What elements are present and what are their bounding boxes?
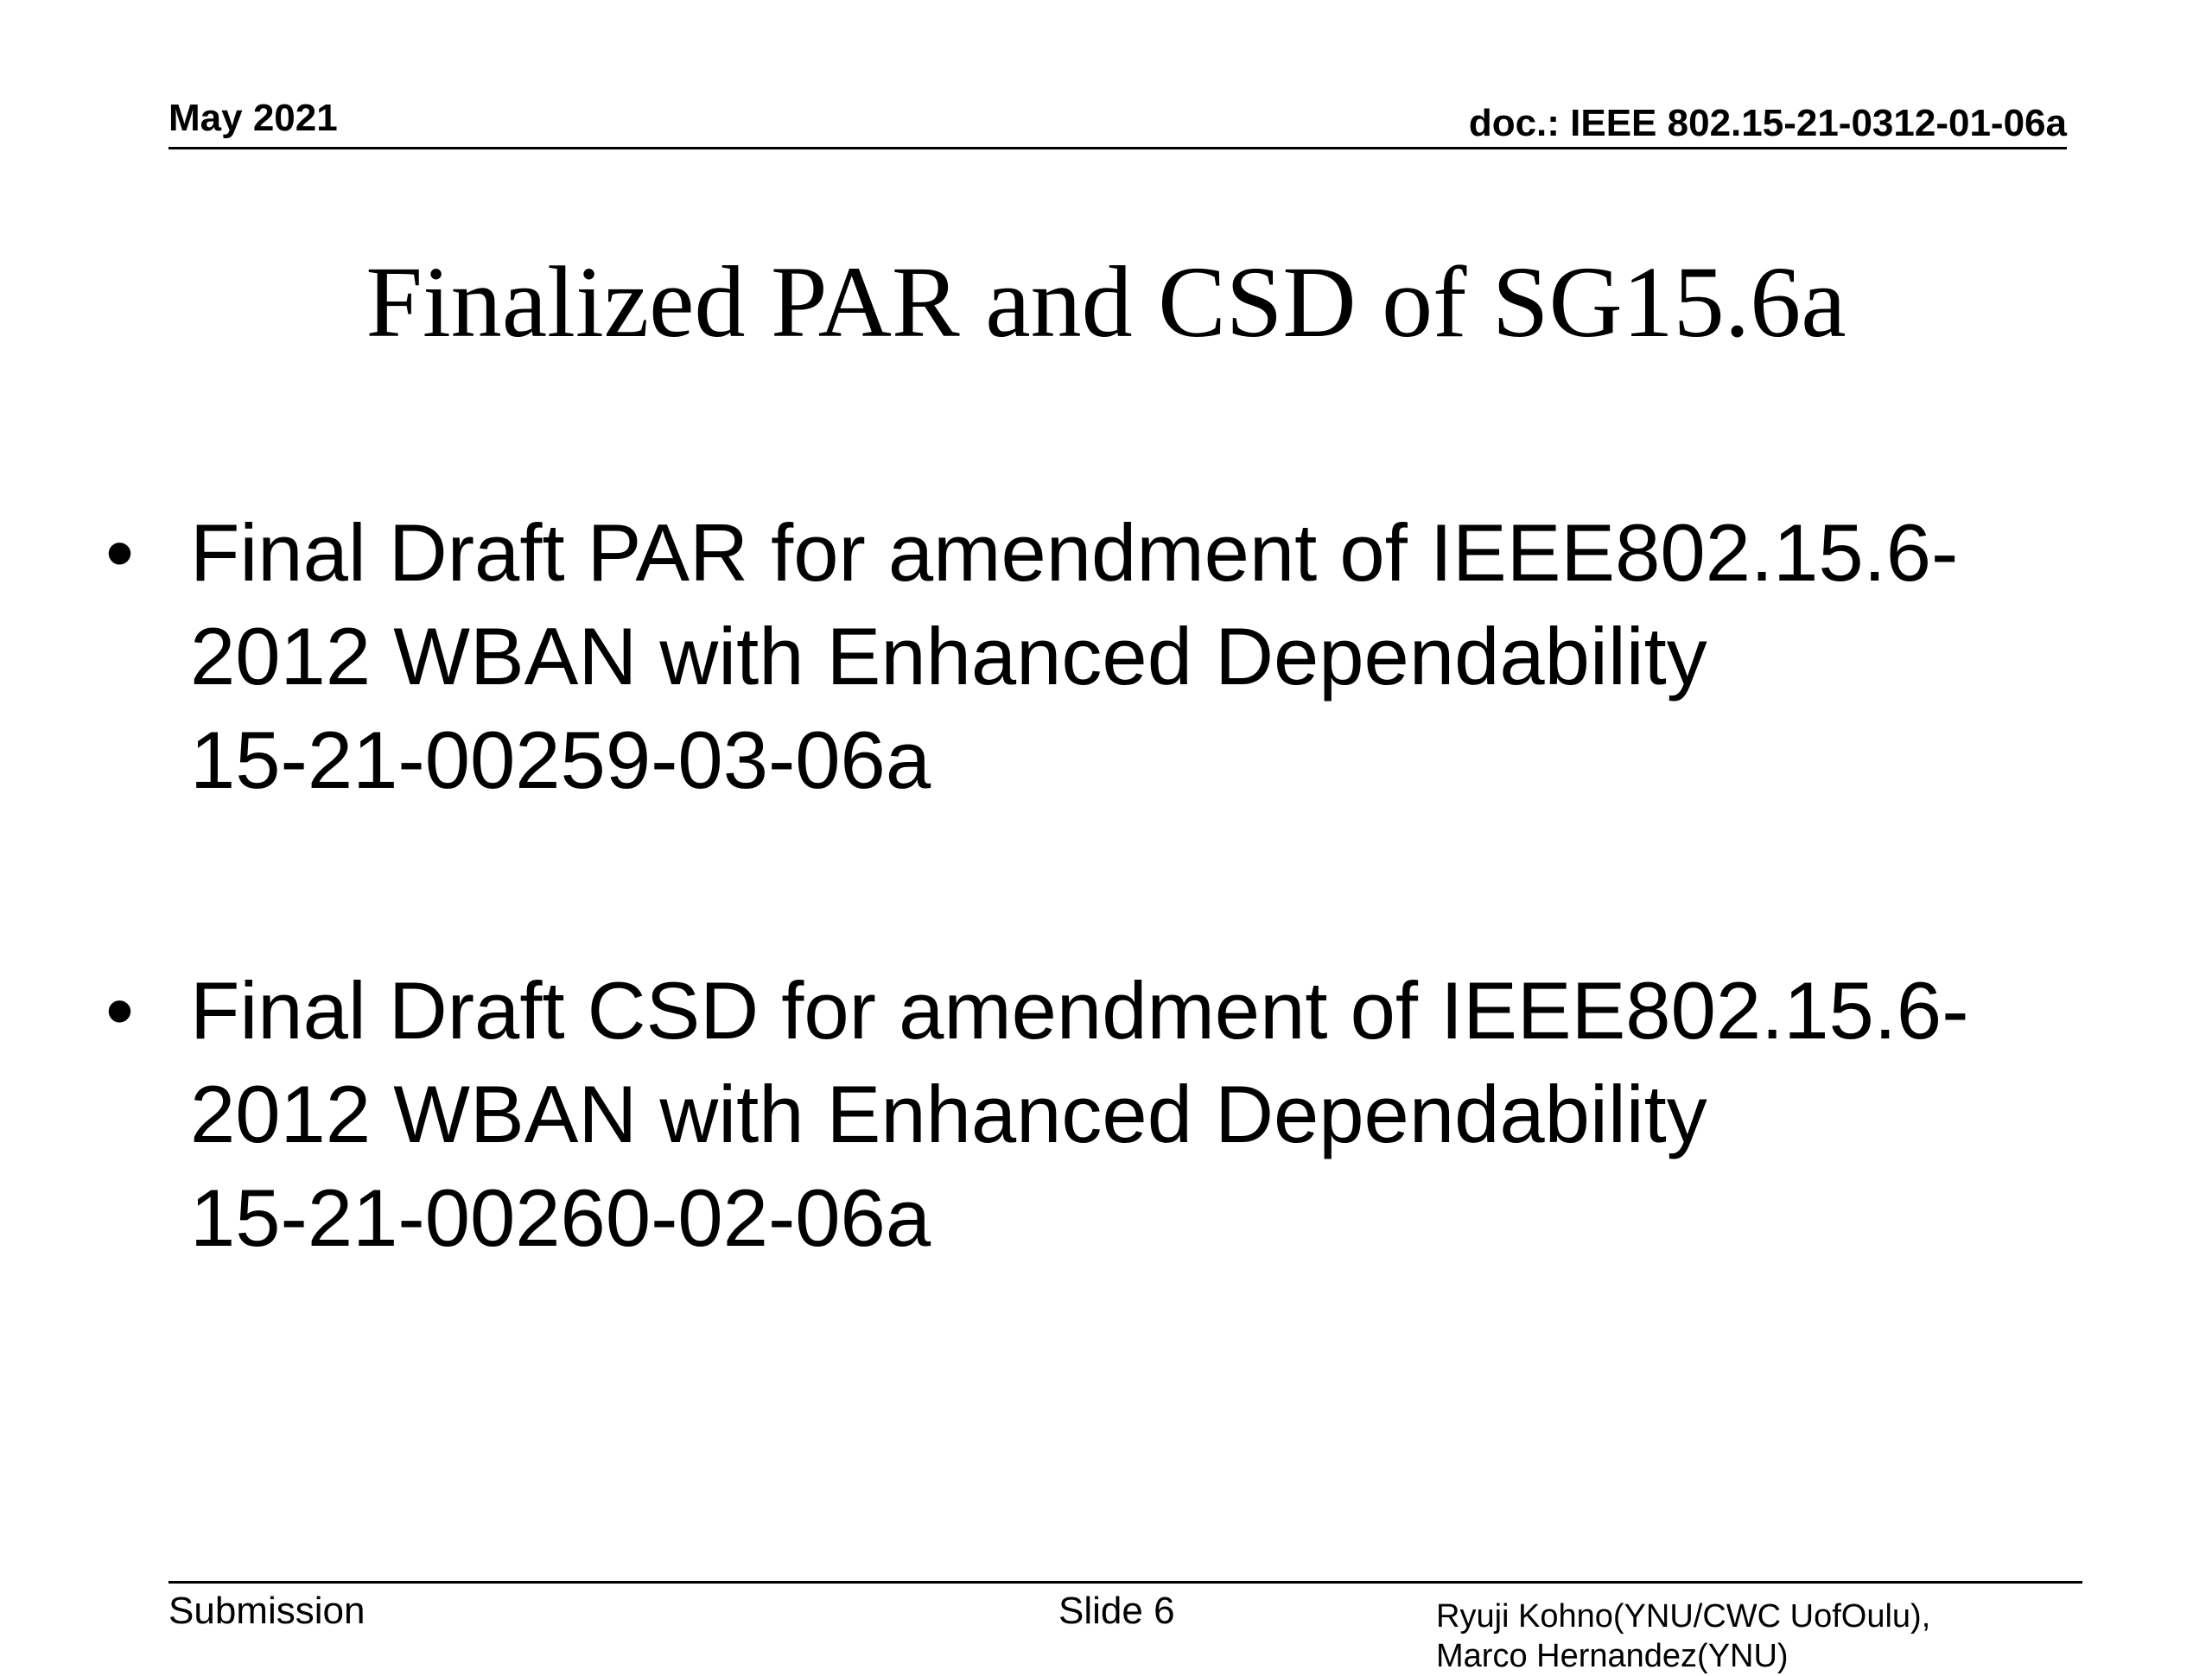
bullet-item-csd xyxy=(104,959,2117,1270)
bullet-dot-icon: • xyxy=(105,507,134,598)
bullet-line: Final Draft CSD for amendment of IEEE802.15.6- xyxy=(190,965,1969,1056)
bullet-line: Final Draft PAR for amendment of IEEE802.15.6- xyxy=(190,507,1959,598)
footer-submission: Submission xyxy=(168,1590,365,1632)
bullet-line: 15-21-00260-02-06a xyxy=(190,1172,931,1263)
bullet-list xyxy=(104,501,2117,1270)
header-date: May 2021 xyxy=(168,97,338,139)
bullet-line: 2012 WBAN with Enhanced Dependability xyxy=(190,611,1707,702)
bullet-dot-icon: • xyxy=(105,965,134,1056)
footer-author-line: Ryuji Kohno(YNU/CWC UofOulu), xyxy=(1436,1598,1931,1635)
footer-divider xyxy=(168,1581,2082,1584)
bullet-line: 15-21-00259-03-06a xyxy=(190,714,931,805)
footer-authors xyxy=(1436,1597,1930,1676)
header-doc-id: doc.: IEEE 802.15-21-0312-01-06a xyxy=(1468,102,2067,144)
footer-author-line: Marco Hernandez(YNU) xyxy=(1436,1638,1789,1674)
slide-title: Finalized PAR and CSD of SG15.6a xyxy=(365,245,1847,359)
header-divider xyxy=(168,147,2067,149)
bullet-item-par xyxy=(104,501,2117,812)
bullet-line: 2012 WBAN with Enhanced Dependability xyxy=(190,1069,1707,1159)
footer-slide-number: Slide 6 xyxy=(1058,1590,1175,1632)
